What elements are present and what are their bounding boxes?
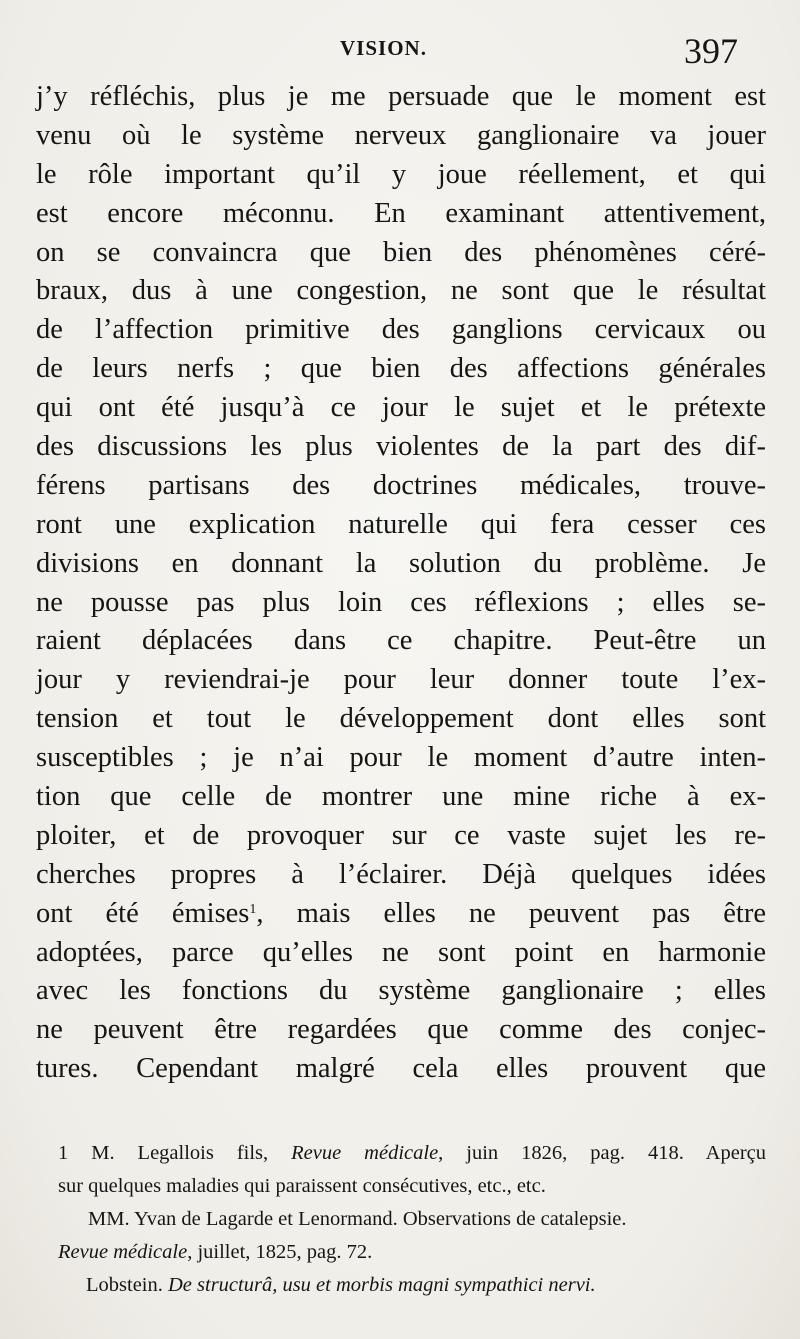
footnote-text: , juin 1826, pag. 418. Aperçu — [438, 1142, 766, 1164]
footnote-text: 1 M. Legallois fils, — [58, 1142, 269, 1164]
text-line: ne pousse pas plus loin ces réflexions ; elles se- — [36, 586, 766, 618]
text-line: de l’affection primitive des ganglions cervicaux ou — [36, 314, 766, 346]
footnote-journal: Revue médicale — [291, 1142, 439, 1164]
text-line: divisions en donnant la solution du problème. Je — [36, 547, 766, 579]
running-head: VISION. — [340, 36, 427, 60]
text-line: tension et tout le développement dont elles sont — [36, 703, 766, 735]
text-line: j’y réfléchis, plus je me persuade que le moment est — [36, 81, 766, 112]
text-line: de leurs nerfs ; que bien des affections générales — [36, 353, 766, 385]
text-line: ploiter, et de provoquer sur ce vaste sujet les re- — [36, 819, 766, 851]
page-header — [0, 30, 800, 80]
text-line: le rôle important qu’il y joue réellement, et qui — [36, 158, 766, 190]
footnote-journal: Revue médicale — [58, 1241, 188, 1263]
footnotes — [58, 1137, 766, 1302]
footnote-marker: 1 — [249, 901, 257, 917]
text-line: avec les fonctions du système ganglionaire ; elles — [36, 975, 766, 1007]
text-line: ne peuvent être regardées que comme des conjec- — [36, 1014, 766, 1046]
footnote-text: Lobstein. — [86, 1274, 163, 1296]
footnote-1 — [58, 1137, 766, 1170]
main-text — [36, 78, 766, 1089]
text-span: ont été émises — [36, 897, 250, 929]
footnote-2: MM. Yvan de Lagarde et Lenormand. Observations de catalepsie. — [88, 1208, 627, 1230]
text-line: braux, dus à une congestion, ne sont que le résultat — [36, 275, 766, 307]
text-line: venu où le système nerveux ganglionaire va jouer — [36, 119, 766, 151]
text-line: ront une explication naturelle qui fera cesser ces — [36, 508, 766, 540]
text-line: est encore méconnu. En examinant attentivement, — [36, 197, 766, 229]
footnote-2-continuation — [58, 1236, 766, 1269]
footnote-title: De structurâ, usu et morbis magni sympathici nervi. — [168, 1274, 596, 1296]
text-line: on se convaincra que bien des phénomènes céré- — [36, 236, 766, 268]
page-number: 397 — [684, 31, 738, 71]
text-line-with-footnote-ref — [36, 895, 766, 934]
text-line: tures. Cependant malgré cela elles prouvent que — [36, 1053, 766, 1085]
text-line: des discussions les plus violentes de la part des dif- — [36, 431, 766, 463]
text-line: susceptibles ; je n’ai pour le moment d’autre inten- — [36, 742, 766, 774]
text-line: adoptées, parce qu’elles ne sont point en harmonie — [36, 936, 766, 968]
footnote-text: , juillet, 1825, pag. 72. — [187, 1241, 373, 1263]
text-line: tion que celle de montrer une mine riche à ex- — [36, 781, 766, 813]
footnote-1-continuation: sur quelques maladies qui paraissent consécutives, etc., etc. — [58, 1175, 546, 1197]
footnote-3 — [58, 1269, 766, 1302]
text-span: , mais elles ne peuvent pas être — [256, 897, 766, 929]
text-line: jour y reviendrai-je pour leur donner toute l’ex- — [36, 664, 766, 696]
text-line: férens partisans des doctrines médicales, trouve- — [36, 469, 766, 501]
text-line: qui ont été jusqu’à ce jour le sujet et le prétexte — [36, 392, 766, 424]
text-line: cherches propres à l’éclairer. Déjà quelques idées — [36, 858, 766, 890]
text-line: raient déplacées dans ce chapitre. Peut-être un — [36, 625, 766, 657]
